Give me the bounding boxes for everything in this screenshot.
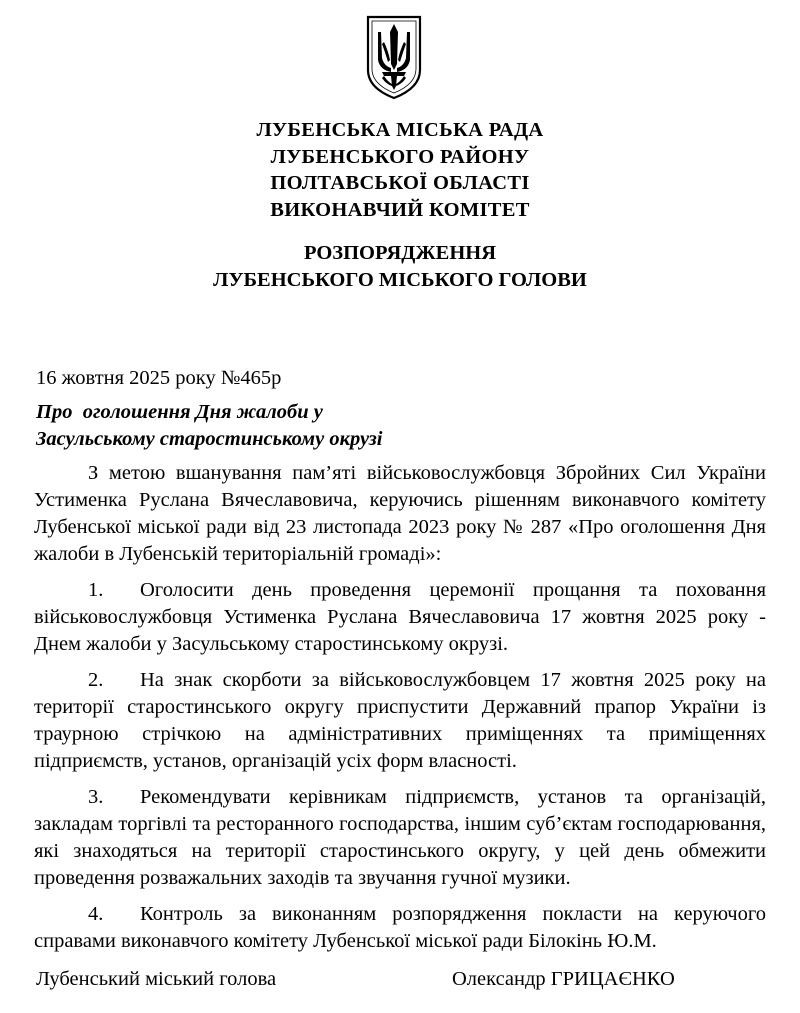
signatory-position: Лубенський міський голова xyxy=(36,968,277,990)
trident-emblem-icon xyxy=(364,14,424,100)
document-title-line-2: ЛУБЕНСЬКОГО МІСЬКОГО ГОЛОВИ xyxy=(213,268,587,291)
item-number: 4. xyxy=(88,903,104,925)
item-number: 1. xyxy=(88,579,104,601)
issuer-line-region: ПОЛТАВСЬКОЇ ОБЛАСТІ xyxy=(270,172,530,194)
document-title-line-1: РОЗПОРЯДЖЕННЯ xyxy=(303,242,497,264)
item-text: Оголосити день проведення церемонії прощання та поховання військовослужбовця Устименка Руслана Вячеславовича 17 жовтня 2025 року - Днем жалоби у Засульському старостинському окрузі. xyxy=(34,579,766,655)
document-title xyxy=(0,240,800,293)
item-number: 3. xyxy=(88,786,104,808)
document-body xyxy=(34,460,766,955)
order-item-2 xyxy=(34,667,766,775)
order-item-4 xyxy=(34,901,766,955)
issuer-header xyxy=(0,117,800,223)
order-item-1 xyxy=(34,577,766,658)
issuer-line-council: ЛУБЕНСЬКА МІСЬКА РАДА xyxy=(256,119,544,141)
preamble-paragraph: З метою вшанування пам’яті військовослужбовця Збройних Сил України Устименка Руслана Вячеславовича, керуючись рішенням виконавчого комітету Лубенської міської ради від 23 листопада 2023 року № 287 «Про оголошення Дня жалоби в Лубенській територіальній громаді»: xyxy=(34,462,766,565)
signatory-name: Олександр ГРИЦАЄНКО xyxy=(452,968,675,990)
subject-line-1: Про оголошення Дня жалоби у xyxy=(36,401,323,423)
date-and-number: 16 жовтня 2025 року №465р xyxy=(36,367,282,389)
item-number: 2. xyxy=(88,669,104,691)
order-item-3 xyxy=(34,784,766,892)
subject-line-2: Засульському старостинському окрузі xyxy=(36,427,383,450)
item-text: На знак скорботи за військовослужбовцем 17 жовтня 2025 року на території старостинського округу приспустити Державний прапор України із траурною стрічкою на адміністративних приміщеннях та приміщеннях підприємств, установ, організацій усіх форм власності. xyxy=(34,669,766,772)
document-subject xyxy=(36,399,382,452)
issuer-line-committee: ВИКОНАВЧИЙ КОМІТЕТ xyxy=(270,198,530,221)
issuer-line-district: ЛУБЕНСЬКОГО РАЙОНУ xyxy=(270,145,530,168)
item-text: Рекомендувати керівникам підприємств, установ та організацій, закладам торгівлі та ресторанного господарства, іншим суб’єктам господарювання, які знаходяться на території старостинського округу, у цей день обмежити проведення розважальних заходів та звучання гучної музики. xyxy=(34,786,766,889)
item-text: Контроль за виконанням розпорядження покласти на керуючого справами виконавчого комітету Лубенської міської ради Білокінь Ю.М. xyxy=(34,903,766,952)
